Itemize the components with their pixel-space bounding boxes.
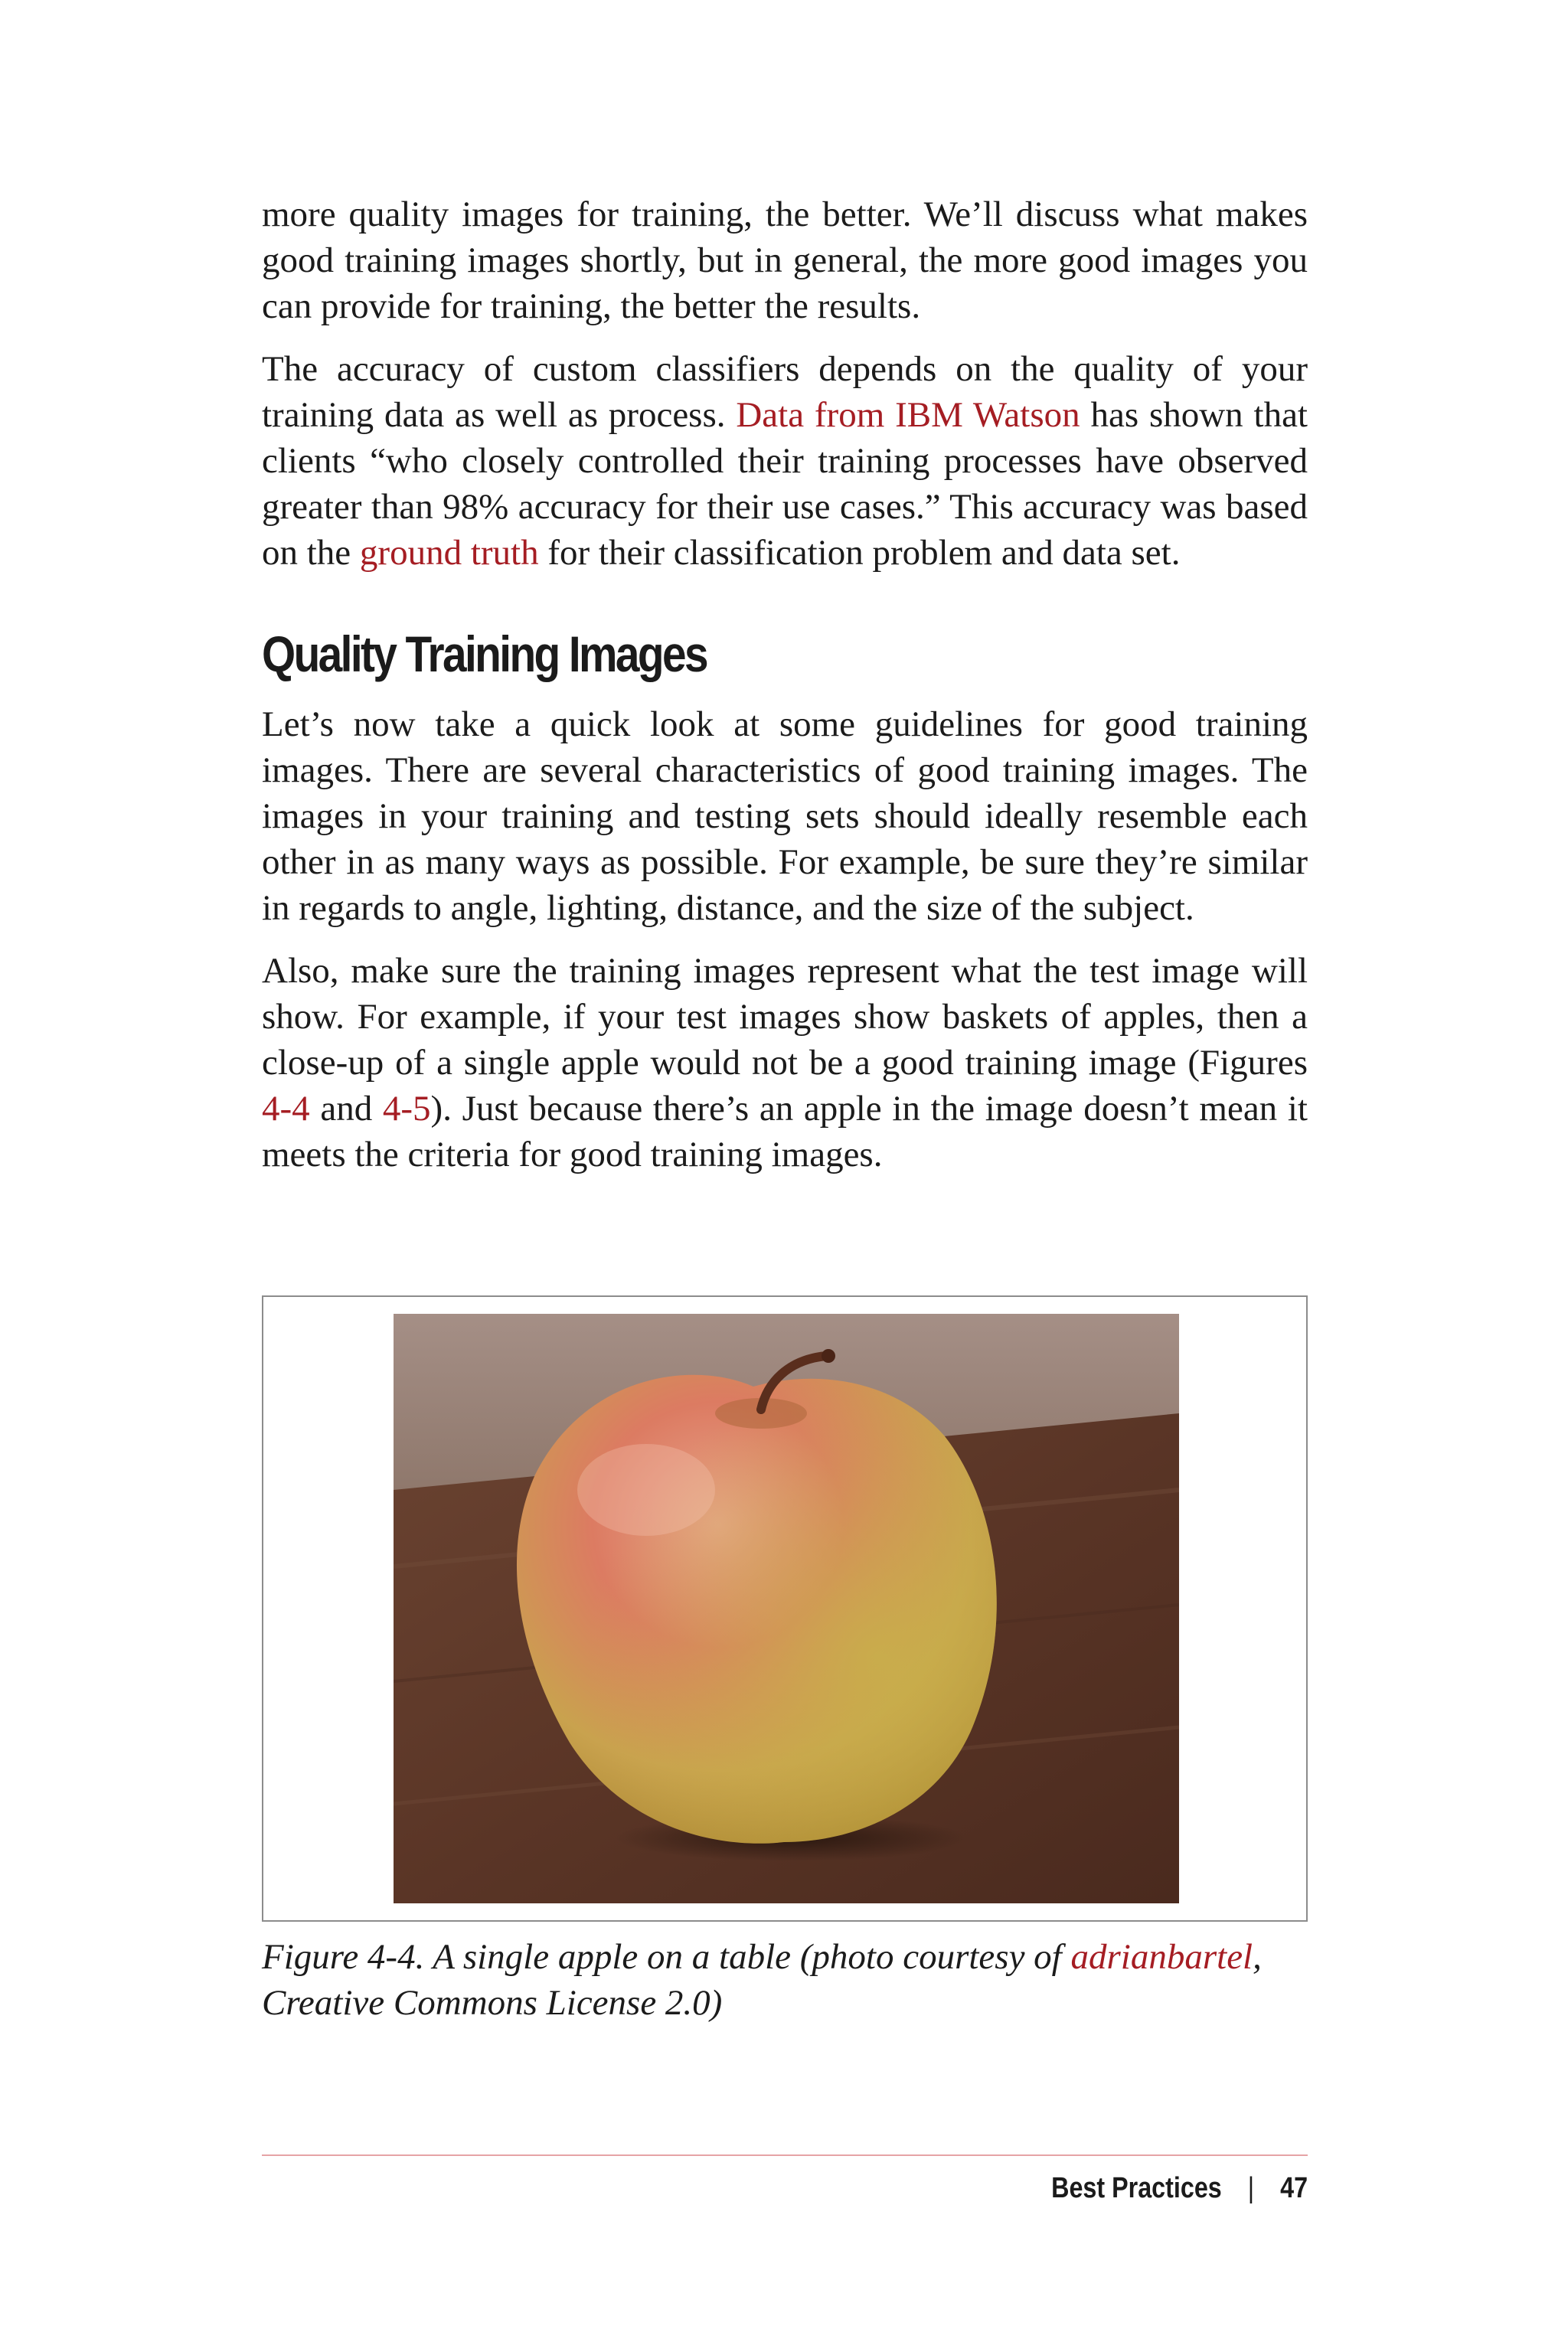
page-number: 47 [1280,2172,1308,2204]
paragraph-4-text-a: Also, make sure the training images represent what the test image will show. For example, if your test images show baskets of apples, then a close-up of a single apple would not be a good training image (Figures [262,951,1308,1083]
photographer-link[interactable]: adrianbartel [1070,1937,1253,1977]
paragraph-4-text-c: ). Just because there’s an apple in the image doesn’t mean it meets the criteria for good training images. [262,1089,1308,1174]
paragraph-4 [262,948,1308,1178]
paragraph-2-text-c: for their classification problem and data set. [538,533,1181,573]
paragraph-2-text-b: has shown that clients “who closely controlled their training processes have observed greater than 98% accuracy for their use cases.” This accuracy was based on the [262,395,1308,573]
apple-photo [394,1314,1179,1903]
footer-divider [262,2154,1308,2156]
watson-data-link[interactable]: Data from IBM Watson [736,395,1080,435]
figure-frame [262,1295,1308,1922]
figure-4-4-link[interactable]: 4-4 [262,1089,310,1129]
footer-section-title: Best Practices [1051,2172,1222,2204]
paragraph-1 [262,191,1308,329]
caption-text-a: Figure 4-4. A single apple on a table (photo courtesy of [262,1937,1071,1977]
section-heading: Quality Training Images [262,626,707,682]
paragraph-3 [262,701,1308,931]
figure-caption [262,1934,1308,2026]
paragraph-2 [262,346,1308,576]
paragraph-1-text: more quality images for training, the better. We’ll discuss what makes good training images shortly, but in general, the more good images you can provide for training, the better the results. [262,194,1308,326]
ground-truth-link[interactable]: ground truth [359,533,539,573]
paragraph-2-text-a: The accuracy of custom classifiers depends on the quality of your training data as well as process. [262,349,1308,435]
figure-4-5-link[interactable]: 4-5 [382,1089,431,1129]
footer-separator: | [1247,2172,1255,2204]
paragraph-4-text-b: and [309,1089,383,1129]
page-footer [1051,2168,1308,2208]
paragraph-3-text: Let’s now take a quick look at some guidelines for good training images. There are several characteristics of good training images. The images in your training and testing sets should ideally resemble each other in as many ways as possible. For example, be sure they’re similar in regards to angle, lighting, distance, and the size of the subject. [262,704,1308,928]
main-text [262,191,1308,1194]
caption-text-b: , Creative Commons License 2.0) [262,1937,1262,2023]
